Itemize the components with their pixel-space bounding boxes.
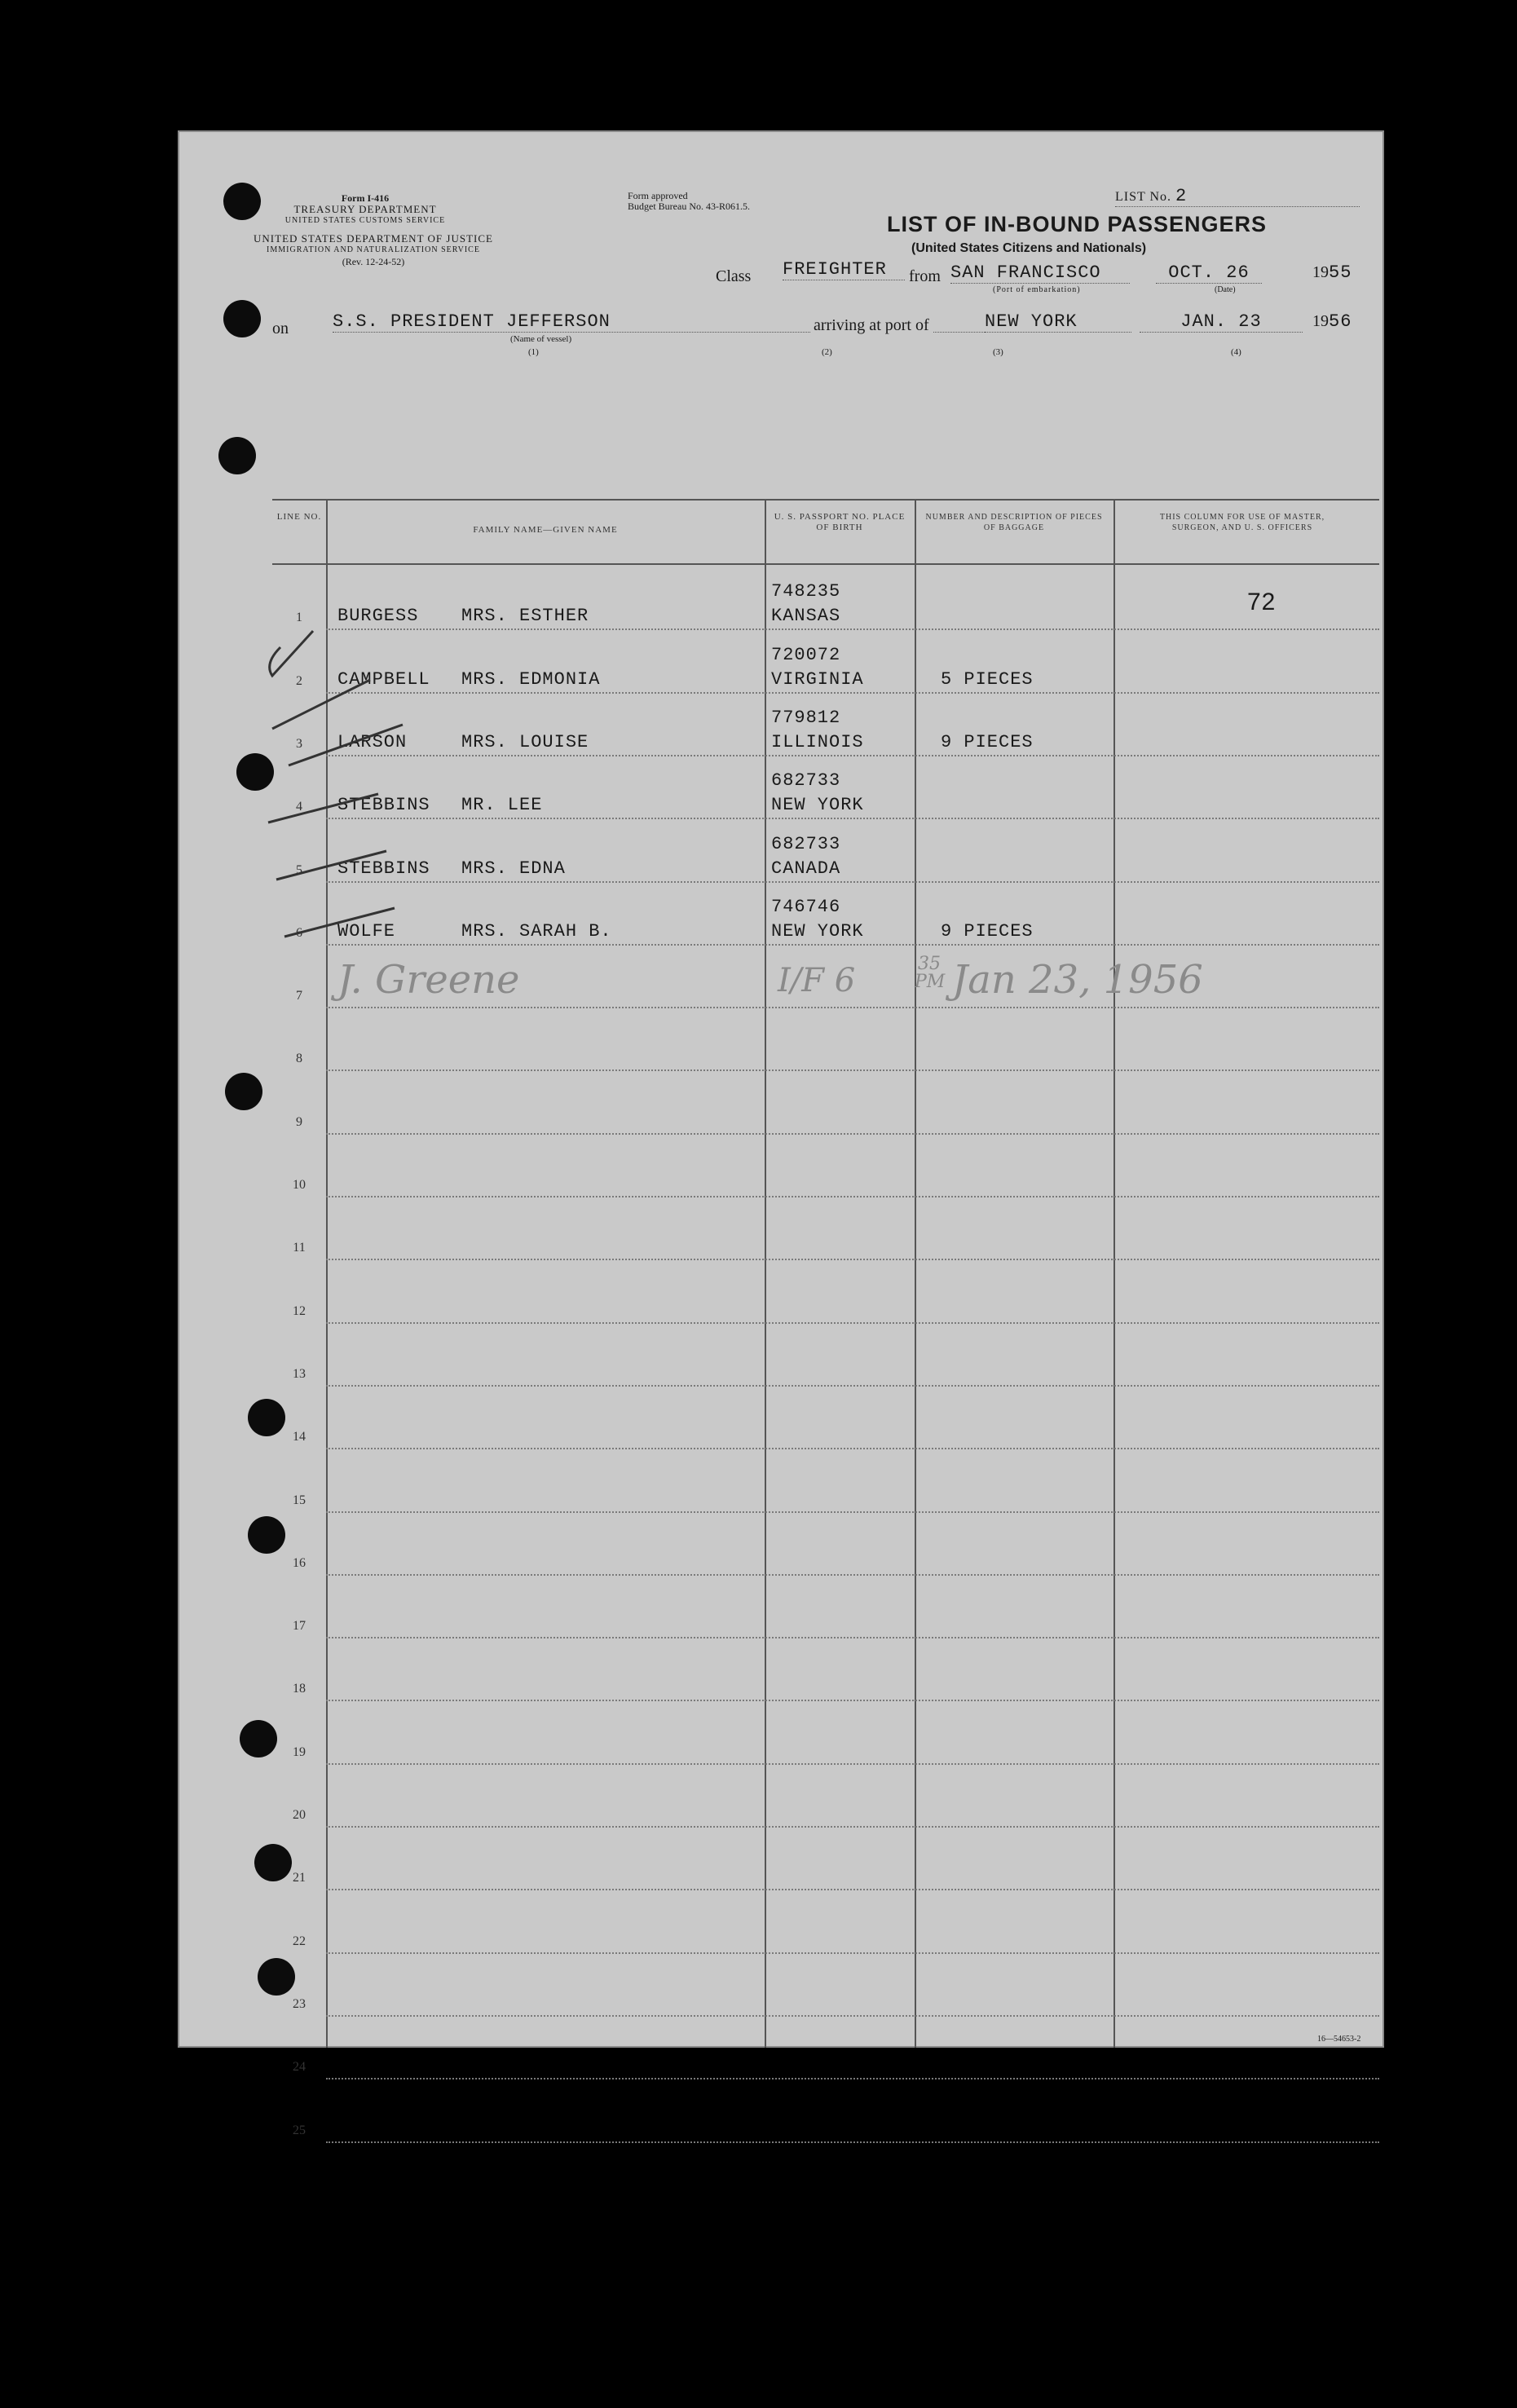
page-subtitle: (United States Citizens and Nationals): [911, 241, 1147, 255]
date-caption: (Date): [1215, 285, 1236, 294]
from-label: from: [909, 267, 941, 285]
passenger-family-name: WOLFE: [337, 920, 396, 942]
embark-caption: (Port of embarkation): [993, 285, 1081, 294]
punch-hole: [223, 300, 261, 337]
row-line: [326, 1511, 1379, 1513]
passenger-given-name: MRS. ESTHER: [461, 606, 589, 627]
arrival-date: JAN. 23: [1140, 311, 1303, 333]
row-line: [326, 1133, 1379, 1135]
line-number: 17: [293, 1619, 306, 1634]
line-number: 19: [293, 1744, 306, 1759]
line-number: 23: [293, 1996, 306, 2011]
col-divider: [765, 501, 766, 2048]
justice-dept: UNITED STATES DEPARTMENT OF JUSTICE: [254, 232, 493, 245]
passenger-passport-no: 682733: [771, 770, 841, 792]
arrival-year-value: 56: [1329, 311, 1352, 332]
punch-hole: [248, 1399, 285, 1436]
passenger-birthplace: KANSAS: [771, 606, 841, 627]
line-number: 11: [293, 1241, 306, 1255]
line-number: 13: [293, 1366, 306, 1381]
passenger-baggage: 9 PIECES: [941, 731, 1034, 752]
passenger-passport-no: 746746: [771, 896, 841, 917]
passenger-passport-no: 779812: [771, 707, 841, 728]
treasury-dept: TREASURY DEPARTMENT: [293, 203, 437, 215]
form-number: Form I-416: [341, 192, 390, 204]
passenger-birthplace: NEW YORK: [771, 920, 864, 942]
line-number: 12: [293, 1303, 306, 1318]
row-line: [326, 1826, 1379, 1828]
line-number: 2: [296, 673, 302, 688]
col-header-line: LINE NO.: [276, 512, 322, 522]
punch-hole: [218, 437, 256, 474]
arrival-year: [1312, 311, 1352, 332]
punch-hole: [254, 1844, 292, 1881]
col-header-baggage: NUMBER AND DESCRIPTION OF PIECES OF BAGGAGE: [925, 513, 1103, 532]
passenger-baggage: 5 PIECES: [941, 668, 1034, 690]
passenger-given-name: MRS. EDNA: [461, 858, 566, 879]
line-number: 5: [296, 862, 302, 877]
caption-3: (3): [993, 347, 1003, 357]
line-number: 7: [296, 989, 302, 1003]
row-line: [326, 1259, 1379, 1260]
vessel-caption: (Name of vessel): [510, 334, 572, 344]
manifest-page: [178, 130, 1384, 2137]
year-value: 55: [1329, 262, 1352, 283]
row-line: [326, 1700, 1379, 1701]
line-number: 1: [296, 611, 302, 625]
line-number: 25: [293, 2123, 306, 2137]
arriving-label: arriving at port of: [810, 316, 933, 335]
punch-hole: [223, 183, 261, 220]
departure-year: [1312, 262, 1352, 283]
passenger-family-name: STEBBINS: [337, 795, 430, 816]
col-divider: [915, 501, 916, 2048]
line-number: 3: [296, 736, 302, 751]
passenger-birthplace: VIRGINIA: [771, 668, 864, 690]
line-number: 4: [296, 800, 302, 814]
row-line: [326, 1448, 1379, 1449]
passenger-family-name: CAMPBELL: [337, 668, 430, 690]
handwritten-note: I/F 6: [778, 962, 856, 999]
line-number: 21: [293, 1871, 306, 1885]
row-line: [326, 1069, 1379, 1071]
row-line: [326, 818, 1379, 819]
passenger-given-name: MR. LEE: [461, 795, 543, 816]
justice-block: [218, 233, 528, 267]
line-number: 16: [293, 1555, 306, 1570]
embark-port: SAN FRANCISCO: [950, 262, 1130, 284]
caption-2: (2): [822, 347, 832, 357]
header-separator: [272, 563, 1379, 565]
passenger-passport-no: 748235: [771, 581, 841, 602]
caption-4: (4): [1231, 347, 1241, 357]
vessel-name: S.S. PRESIDENT JEFFERSON: [333, 311, 985, 333]
caption-1: (1): [528, 347, 539, 357]
passenger-given-name: MRS. EDMONIA: [461, 668, 601, 690]
form-approved: [628, 191, 750, 212]
passenger-family-name: STEBBINS: [337, 858, 430, 879]
footer-code: 16—54653-2: [1317, 2035, 1361, 2044]
passenger-family-name: LARSON: [337, 731, 408, 752]
ins-service: IMMIGRATION AND NATURALIZATION SERVICE: [267, 245, 480, 254]
line-number: 8: [296, 1052, 302, 1066]
departure-date: OCT. 26: [1156, 262, 1262, 284]
passenger-birthplace: NEW YORK: [771, 795, 864, 816]
row-line: [326, 2078, 1379, 2079]
passenger-birthplace: ILLINOIS: [771, 731, 864, 752]
row-line: [326, 1574, 1379, 1576]
check-marks: [256, 566, 435, 1006]
punch-hole: [258, 1958, 295, 1996]
row-line: [326, 1385, 1379, 1387]
line-number: 18: [293, 1682, 306, 1696]
class-label: Class: [716, 267, 752, 285]
line-number: 15: [293, 1493, 306, 1507]
line-number: 24: [293, 2060, 306, 2075]
row-line: [326, 1196, 1379, 1197]
line-number: 9: [296, 1114, 302, 1129]
customs-service: UNITED STATES CUSTOMS SERVICE: [284, 216, 446, 225]
row-line: [326, 1322, 1379, 1324]
col-header-passport: U. S. PASSPORT NO. PLACE OF BIRTH: [774, 512, 906, 532]
handwritten-signature: J. Greene: [337, 957, 520, 1003]
handwritten-time-sub: PM: [915, 972, 946, 992]
arrival-port: NEW YORK: [985, 311, 1131, 333]
handwritten-date: Jan 23, 1956: [952, 957, 1203, 1003]
year-prefix: 19: [1312, 263, 1329, 281]
officer-note: 72: [1247, 589, 1277, 615]
budget-bureau-text: Budget Bureau No. 43-R061.5.: [628, 201, 750, 212]
punch-hole: [225, 1073, 262, 1110]
row-line: [326, 692, 1379, 694]
form-approved-text: Form approved: [628, 190, 688, 201]
line-number: 20: [293, 1808, 306, 1822]
page-title: LIST OF IN-BOUND PASSENGERS: [887, 212, 1268, 236]
year-prefix-2: 19: [1312, 312, 1329, 330]
line-number: 22: [293, 1934, 306, 1948]
col-header-name: FAMILY NAME—GIVEN NAME: [473, 525, 618, 535]
passenger-birthplace: CANADA: [771, 858, 841, 879]
list-number-label: LIST No.: [1115, 190, 1172, 204]
passenger-passport-no: 720072: [771, 644, 841, 665]
list-number-value: 2: [1175, 186, 1188, 206]
row-line: [326, 881, 1379, 883]
col-header-officers: THIS COLUMN FOR USE OF MASTER, SURGEON, AND U. S. OFFICERS: [1159, 513, 1325, 532]
list-number: [1115, 186, 1360, 207]
row-line: [326, 1007, 1379, 1008]
row-line: [326, 1889, 1379, 1890]
revision-date: (Rev. 12-24-52): [342, 256, 405, 267]
passenger-given-name: MRS. SARAH B.: [461, 920, 612, 942]
row-line: [326, 628, 1379, 630]
punch-hole: [248, 1516, 285, 1554]
passenger-table: [272, 499, 1379, 2137]
class-value: FREIGHTER: [783, 259, 905, 280]
passenger-family-name: BURGESS: [337, 606, 419, 627]
handwritten-time: 35: [918, 954, 941, 974]
passenger-baggage: 9 PIECES: [941, 920, 1034, 942]
row-line: [326, 2141, 1379, 2143]
row-line: [326, 1637, 1379, 1638]
line-number: 10: [293, 1178, 306, 1192]
passenger-passport-no: 682733: [771, 833, 841, 854]
line-number: 6: [296, 925, 302, 940]
row-line: [326, 755, 1379, 756]
row-line: [326, 944, 1379, 946]
form-id-block: [243, 192, 487, 227]
row-line: [326, 1763, 1379, 1765]
col-divider: [1113, 501, 1115, 2048]
row-line: [326, 2015, 1379, 2017]
punch-hole: [236, 753, 274, 791]
punch-hole: [240, 1720, 277, 1757]
row-line: [326, 1952, 1379, 1954]
line-number: 14: [293, 1430, 306, 1444]
on-label: on: [272, 320, 289, 337]
passenger-given-name: MRS. LOUISE: [461, 731, 589, 752]
